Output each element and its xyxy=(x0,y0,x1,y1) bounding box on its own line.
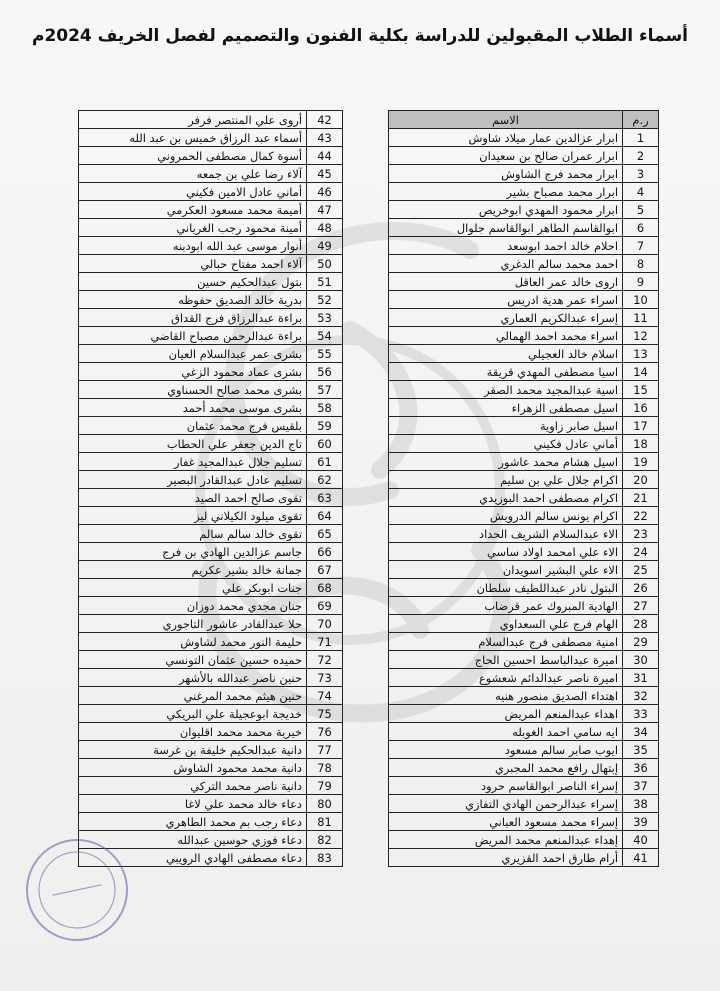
table-header-row xyxy=(389,111,659,129)
student-name: دعاء خالد محمد علي لاغا xyxy=(79,795,307,813)
table-row xyxy=(79,777,343,795)
table-row xyxy=(79,579,343,597)
student-name: خيرية محمد محمد اقليوان xyxy=(79,723,307,741)
table-row xyxy=(79,201,343,219)
table-row xyxy=(389,651,659,669)
document-title: أسماء الطلاب المقبولين للدراسة بكلية الفنون والتصميم لفصل الخريف 2024م xyxy=(31,26,689,46)
row-number: 52 xyxy=(307,291,343,309)
table-row xyxy=(389,309,659,327)
table-row xyxy=(389,399,659,417)
table-row xyxy=(79,165,343,183)
table-row xyxy=(79,741,343,759)
row-number: 64 xyxy=(307,507,343,525)
row-number: 12 xyxy=(623,327,659,345)
table-row xyxy=(389,345,659,363)
row-number: 24 xyxy=(623,543,659,561)
row-number: 73 xyxy=(307,669,343,687)
row-number: 27 xyxy=(623,597,659,615)
student-name: ايه سامي احمد الغوبله xyxy=(389,723,623,741)
row-number: 14 xyxy=(623,363,659,381)
student-name: تقوى صالح احمد الصيد xyxy=(79,489,307,507)
row-number: 71 xyxy=(307,633,343,651)
table-row xyxy=(79,417,343,435)
student-name: تاج الدين جعفر علي الحطاب xyxy=(79,435,307,453)
student-name: حميده حسين عثمان التونسي xyxy=(79,651,307,669)
table-row xyxy=(79,561,343,579)
row-number: 16 xyxy=(623,399,659,417)
table-row xyxy=(389,489,659,507)
row-number: 26 xyxy=(623,579,659,597)
student-name: إسراء عبدالكريم العماري xyxy=(389,309,623,327)
student-name: أنوار موسى عبد الله ابودبنه xyxy=(79,237,307,255)
table-row xyxy=(79,381,343,399)
row-number: 36 xyxy=(623,759,659,777)
students-table-right xyxy=(388,110,659,867)
row-number: 20 xyxy=(623,471,659,489)
student-name: أماني عادل الامين فكيني xyxy=(79,183,307,201)
row-number: 32 xyxy=(623,687,659,705)
table-row xyxy=(79,147,343,165)
table-row xyxy=(79,219,343,237)
student-name: اروى خالد عمر العاقل xyxy=(389,273,623,291)
table-row xyxy=(389,543,659,561)
student-name: بشرى عمر عبدالسلام العيان xyxy=(79,345,307,363)
table-row xyxy=(389,363,659,381)
table-row xyxy=(389,291,659,309)
row-number: 35 xyxy=(623,741,659,759)
table-row xyxy=(79,633,343,651)
row-number: 76 xyxy=(307,723,343,741)
row-number: 81 xyxy=(307,813,343,831)
table-row xyxy=(79,363,343,381)
student-name: اكرام يونس سالم الدرويش xyxy=(389,507,623,525)
table-row xyxy=(79,309,343,327)
student-name: اهتداء الصديق منصور هنيه xyxy=(389,687,623,705)
row-number: 72 xyxy=(307,651,343,669)
table-row xyxy=(389,525,659,543)
table-row xyxy=(389,435,659,453)
table-row xyxy=(79,597,343,615)
row-number: 34 xyxy=(623,723,659,741)
row-number: 59 xyxy=(307,417,343,435)
student-name: الاء علي البشير اسويدان xyxy=(389,561,623,579)
student-name: حنين هيثم محمد المرغني xyxy=(79,687,307,705)
row-number: 69 xyxy=(307,597,343,615)
row-number: 78 xyxy=(307,759,343,777)
table-row xyxy=(79,651,343,669)
student-name: بشرى عماد محمود الزغي xyxy=(79,363,307,381)
row-number: 21 xyxy=(623,489,659,507)
student-name: بدرية خالد الصديق حفوظه xyxy=(79,291,307,309)
row-number: 56 xyxy=(307,363,343,381)
student-name: إبتهال رافع محمد المجبري xyxy=(389,759,623,777)
table-row xyxy=(389,597,659,615)
row-number: 82 xyxy=(307,831,343,849)
student-name: جمانة خالد بشير عكريم xyxy=(79,561,307,579)
student-name: ايوب صابر سالم مسعود xyxy=(389,741,623,759)
table-row xyxy=(389,633,659,651)
student-name: دانية محمد محمود الشاوش xyxy=(79,759,307,777)
row-number: 31 xyxy=(623,669,659,687)
table-row xyxy=(389,183,659,201)
table-row xyxy=(389,723,659,741)
row-number: 45 xyxy=(307,165,343,183)
row-number: 46 xyxy=(307,183,343,201)
table-row xyxy=(389,381,659,399)
student-name: بشرى محمد صالح الحسناوي xyxy=(79,381,307,399)
student-name: براءة عبدالرحمن مصباح القاضي xyxy=(79,327,307,345)
student-name: اسلام خالد العجيلي xyxy=(389,345,623,363)
student-name: إسراء محمد مسعود العباني xyxy=(389,813,623,831)
student-name: إهداء عبدالمنعم محمد المريض xyxy=(389,831,623,849)
table-row xyxy=(389,147,659,165)
student-name: جنان مجدي محمد دوزان xyxy=(79,597,307,615)
student-name: آلاء احمد مفتاح حبالي xyxy=(79,255,307,273)
row-number: 40 xyxy=(623,831,659,849)
row-number: 65 xyxy=(307,525,343,543)
student-name: بشرى موسى محمد أحمد xyxy=(79,399,307,417)
row-number: 47 xyxy=(307,201,343,219)
table-row xyxy=(389,795,659,813)
row-number: 2 xyxy=(623,147,659,165)
table-row xyxy=(79,129,343,147)
row-number: 48 xyxy=(307,219,343,237)
student-name: حلا عبدالقادر عاشور التاجوري xyxy=(79,615,307,633)
table-row xyxy=(389,813,659,831)
student-name: ابرار محمد فرج الشاوش xyxy=(389,165,623,183)
row-number: 3 xyxy=(623,165,659,183)
table-row xyxy=(389,849,659,867)
table-row xyxy=(389,201,659,219)
student-name: تسليم جلال عبدالمجيد غفار xyxy=(79,453,307,471)
student-name: أمينة محمود رجب الغرياني xyxy=(79,219,307,237)
student-name: اسيل هشام محمد عاشور xyxy=(389,453,623,471)
table-row xyxy=(389,255,659,273)
row-number: 19 xyxy=(623,453,659,471)
row-number: 60 xyxy=(307,435,343,453)
student-name: البتول نادر عبداللطيف سلطان xyxy=(389,579,623,597)
header-number: ر.م xyxy=(623,111,659,129)
row-number: 6 xyxy=(623,219,659,237)
row-number: 43 xyxy=(307,129,343,147)
row-number: 37 xyxy=(623,777,659,795)
table-row xyxy=(389,507,659,525)
table-row xyxy=(79,471,343,489)
row-number: 41 xyxy=(623,849,659,867)
row-number: 51 xyxy=(307,273,343,291)
row-number: 39 xyxy=(623,813,659,831)
table-row xyxy=(79,399,343,417)
student-name: الهام فرج علي السعداوي xyxy=(389,615,623,633)
row-number: 49 xyxy=(307,237,343,255)
student-name: خديجة ابوعجيلة علي البريكي xyxy=(79,705,307,723)
row-number: 9 xyxy=(623,273,659,291)
row-number: 83 xyxy=(307,849,343,867)
student-name: اكرام مصطفى احمد البوزيدي xyxy=(389,489,623,507)
row-number: 23 xyxy=(623,525,659,543)
student-name: أسوة كمال مصطفى الحمروني xyxy=(79,147,307,165)
row-number: 54 xyxy=(307,327,343,345)
table-row xyxy=(79,183,343,201)
row-number: 44 xyxy=(307,147,343,165)
row-number: 77 xyxy=(307,741,343,759)
row-number: 13 xyxy=(623,345,659,363)
row-number: 25 xyxy=(623,561,659,579)
row-number: 79 xyxy=(307,777,343,795)
row-number: 80 xyxy=(307,795,343,813)
student-name: إسراء عبدالرحمن الهادي التفازي xyxy=(389,795,623,813)
student-name: ابرار محمد مصباح بشير xyxy=(389,183,623,201)
student-name: دعاء فوزي حوسين عبدالله xyxy=(79,831,307,849)
student-name: تسليم عادل عبدالقادر البصير xyxy=(79,471,307,489)
student-name: أميمة محمد مسعود العكرمي xyxy=(79,201,307,219)
student-name: اسراء محمد احمد الهمالي xyxy=(389,327,623,345)
row-number: 11 xyxy=(623,309,659,327)
table-row xyxy=(79,831,343,849)
student-name: حليمة النور محمد لشاوش xyxy=(79,633,307,651)
row-number: 68 xyxy=(307,579,343,597)
table-row xyxy=(389,165,659,183)
table-row xyxy=(79,453,343,471)
student-name: الهادية المبروك عمر قرضاب xyxy=(389,597,623,615)
table-row xyxy=(389,669,659,687)
table-row xyxy=(79,849,343,867)
table-row xyxy=(389,273,659,291)
table-row xyxy=(389,759,659,777)
student-name: اسراء عمر هدية ادريس xyxy=(389,291,623,309)
row-number: 66 xyxy=(307,543,343,561)
row-number: 63 xyxy=(307,489,343,507)
student-name: آلاء رضا علي بن جمعه xyxy=(79,165,307,183)
row-number: 61 xyxy=(307,453,343,471)
table-row xyxy=(79,237,343,255)
row-number: 38 xyxy=(623,795,659,813)
row-number: 67 xyxy=(307,561,343,579)
row-number: 70 xyxy=(307,615,343,633)
table-row xyxy=(79,255,343,273)
table-row xyxy=(79,705,343,723)
row-number: 7 xyxy=(623,237,659,255)
table-row xyxy=(389,705,659,723)
table-row xyxy=(79,111,343,129)
student-name: جنات ابوبكر علي xyxy=(79,579,307,597)
table-row xyxy=(79,327,343,345)
student-name: إسراء الناصر ابوالقاسم حرود xyxy=(389,777,623,795)
table-row xyxy=(389,453,659,471)
header-name: الاسم xyxy=(389,111,623,129)
table-row xyxy=(389,327,659,345)
student-name: اكرام جلال علي بن سليم xyxy=(389,471,623,489)
table-row xyxy=(389,687,659,705)
table-row xyxy=(389,129,659,147)
row-number: 17 xyxy=(623,417,659,435)
table-row xyxy=(79,723,343,741)
student-name: اهداء عبدالمنعم المريض xyxy=(389,705,623,723)
row-number: 18 xyxy=(623,435,659,453)
row-number: 8 xyxy=(623,255,659,273)
student-name: دعاء رجب بم محمد الطاهري xyxy=(79,813,307,831)
row-number: 30 xyxy=(623,651,659,669)
table-row xyxy=(389,579,659,597)
student-name: بلقيس فرج محمد عثمان xyxy=(79,417,307,435)
student-name: ابوالقاسم الطاهر ابوالقاسم جلوال xyxy=(389,219,623,237)
row-number: 62 xyxy=(307,471,343,489)
student-name: براءة عبدالرزاق فرج القداق xyxy=(79,309,307,327)
table-row xyxy=(79,525,343,543)
student-name: ابرار محمود المهدي ابوخريص xyxy=(389,201,623,219)
row-number: 55 xyxy=(307,345,343,363)
student-name: اميرة عبدالباسط احسين الحاج xyxy=(389,651,623,669)
row-number: 74 xyxy=(307,687,343,705)
student-name: احمد محمد سالم الدغري xyxy=(389,255,623,273)
student-name: أرام طارق احمد القزيري xyxy=(389,849,623,867)
table-row xyxy=(79,489,343,507)
table-row xyxy=(79,273,343,291)
student-name: تقوى ميلود الكيلاني ليز xyxy=(79,507,307,525)
student-name: الاء عبدالسلام الشريف الحداد xyxy=(389,525,623,543)
row-number: 53 xyxy=(307,309,343,327)
table-row xyxy=(79,291,343,309)
student-name: اميرة ناصر عبدالدائم شعشوع xyxy=(389,669,623,687)
table-row xyxy=(389,777,659,795)
table-row xyxy=(79,687,343,705)
student-name: احلام خالد احمد ابوسعد xyxy=(389,237,623,255)
student-name: دعاء مصطفى الهادي الرويبي xyxy=(79,849,307,867)
table-row xyxy=(389,831,659,849)
row-number: 29 xyxy=(623,633,659,651)
row-number: 42 xyxy=(307,111,343,129)
table-row xyxy=(79,345,343,363)
table-row xyxy=(79,669,343,687)
row-number: 28 xyxy=(623,615,659,633)
table-row xyxy=(79,543,343,561)
student-name: اسيل صابر زاوية xyxy=(389,417,623,435)
row-number: 50 xyxy=(307,255,343,273)
student-name: اسية عبدالمجيد محمد الصقر xyxy=(389,381,623,399)
table-row xyxy=(389,417,659,435)
students-table-left xyxy=(78,110,343,867)
student-name: أماني عادل فكيني xyxy=(389,435,623,453)
row-number: 75 xyxy=(307,705,343,723)
row-number: 57 xyxy=(307,381,343,399)
student-name: دانية عبدالحكيم خليفة بن غرسة xyxy=(79,741,307,759)
row-number: 33 xyxy=(623,705,659,723)
student-name: أسماء عبد الرزاق خميس بن عبد الله xyxy=(79,129,307,147)
student-name: دانية ناصر محمد التركي xyxy=(79,777,307,795)
table-row xyxy=(79,507,343,525)
row-number: 22 xyxy=(623,507,659,525)
student-name: تقوى خالد سالم سالم xyxy=(79,525,307,543)
student-name: ابرار عزالدين عمار ميلاد شاوش xyxy=(389,129,623,147)
table-row xyxy=(389,741,659,759)
table-row xyxy=(79,615,343,633)
table-row xyxy=(389,471,659,489)
table-row xyxy=(389,219,659,237)
table-row xyxy=(389,561,659,579)
table-row xyxy=(389,237,659,255)
student-name: ابرار عمران صالح بن سعيدان xyxy=(389,147,623,165)
table-row xyxy=(79,813,343,831)
student-name: بتول عبدالحكيم حسين xyxy=(79,273,307,291)
student-name: اسيل مصطفى الزهراء xyxy=(389,399,623,417)
student-name: أروى علي المنتصر فرفر xyxy=(79,111,307,129)
row-number: 4 xyxy=(623,183,659,201)
table-row xyxy=(389,615,659,633)
table-row xyxy=(79,435,343,453)
student-name: امنية مصطفى فرج عبدالسلام xyxy=(389,633,623,651)
row-number: 1 xyxy=(623,129,659,147)
row-number: 5 xyxy=(623,201,659,219)
table-row xyxy=(79,759,343,777)
row-number: 58 xyxy=(307,399,343,417)
table-row xyxy=(79,795,343,813)
student-name: اسيا مصطفى المهدي قريقة xyxy=(389,363,623,381)
student-name: جاسم عزالدين الهادي بن فرج xyxy=(79,543,307,561)
student-name: حنين ناصر عبدالله بالأشهر xyxy=(79,669,307,687)
student-name: الاء علي امحمد اولاد ساسي xyxy=(389,543,623,561)
row-number: 10 xyxy=(623,291,659,309)
row-number: 15 xyxy=(623,381,659,399)
